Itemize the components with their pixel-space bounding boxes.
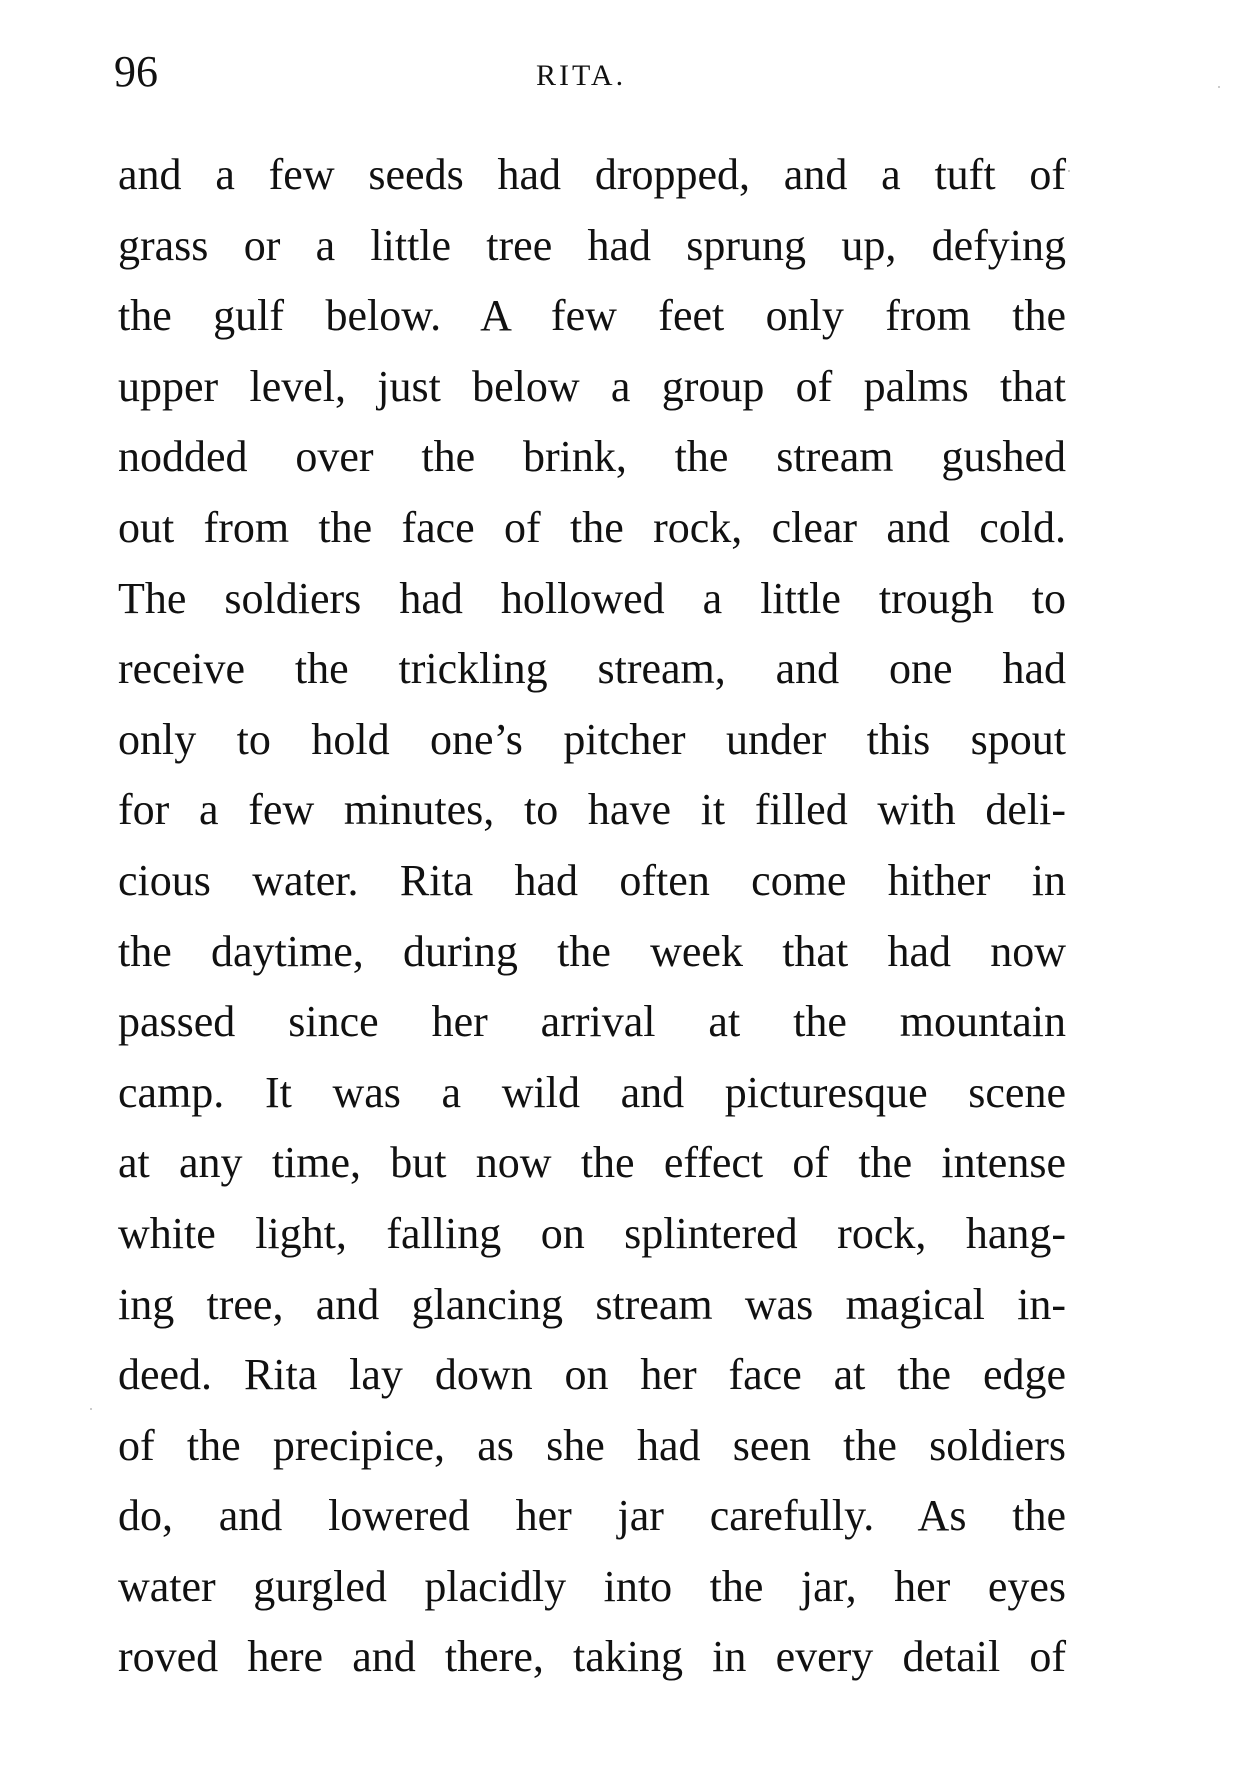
text-line: at any time, but now the effect of the intense: [118, 1138, 1066, 1188]
text-line: white light, falling on splintered rock, hang-: [118, 1208, 1066, 1258]
page-number: 96: [114, 47, 158, 96]
paper-speck: [1068, 170, 1070, 172]
text-line: cious water. Rita had often come hither in: [118, 855, 1066, 905]
text-line: for a few minutes, to have it filled with deli-: [118, 785, 1066, 835]
text-line: the gulf below. A few feet only from the: [118, 291, 1066, 341]
paper-speck: [1218, 86, 1220, 88]
text-line: the daytime, during the week that had now: [118, 926, 1066, 976]
text-line: of the precipice, as she had seen the soldiers: [118, 1420, 1066, 1470]
text-line: only to hold one’s pitcher under this spout: [118, 714, 1066, 764]
text-line: out from the face of the rock, clear and cold.: [118, 502, 1066, 552]
text-line: nodded over the brink, the stream gushed: [118, 432, 1066, 482]
running-title: RITA.: [536, 59, 627, 92]
text-line: grass or a little tree had sprung up, defying: [118, 220, 1066, 270]
text-line: deed. Rita lay down on her face at the edge: [118, 1350, 1066, 1400]
text-line: camp. It was a wild and picturesque scene: [118, 1067, 1066, 1117]
text-line: The soldiers had hollowed a little trough to: [118, 573, 1066, 623]
text-line: receive the trickling stream, and one had: [118, 644, 1066, 694]
text-line: ing tree, and glancing stream was magical in-: [118, 1279, 1066, 1329]
paper-speck: [90, 1408, 92, 1410]
text-line: upper level, just below a group of palms that: [118, 361, 1066, 411]
body-text: [118, 140, 1066, 1693]
text-line: and a few seeds had dropped, and a tuft of: [118, 150, 1066, 199]
text-line: roved here and there, taking in every detail of: [118, 1632, 1066, 1682]
text-line: do, and lowered her jar carefully. As the: [118, 1491, 1066, 1541]
text-line: passed since her arrival at the mountain: [118, 997, 1066, 1047]
text-line: water gurgled placidly into the jar, her eyes: [118, 1561, 1066, 1611]
